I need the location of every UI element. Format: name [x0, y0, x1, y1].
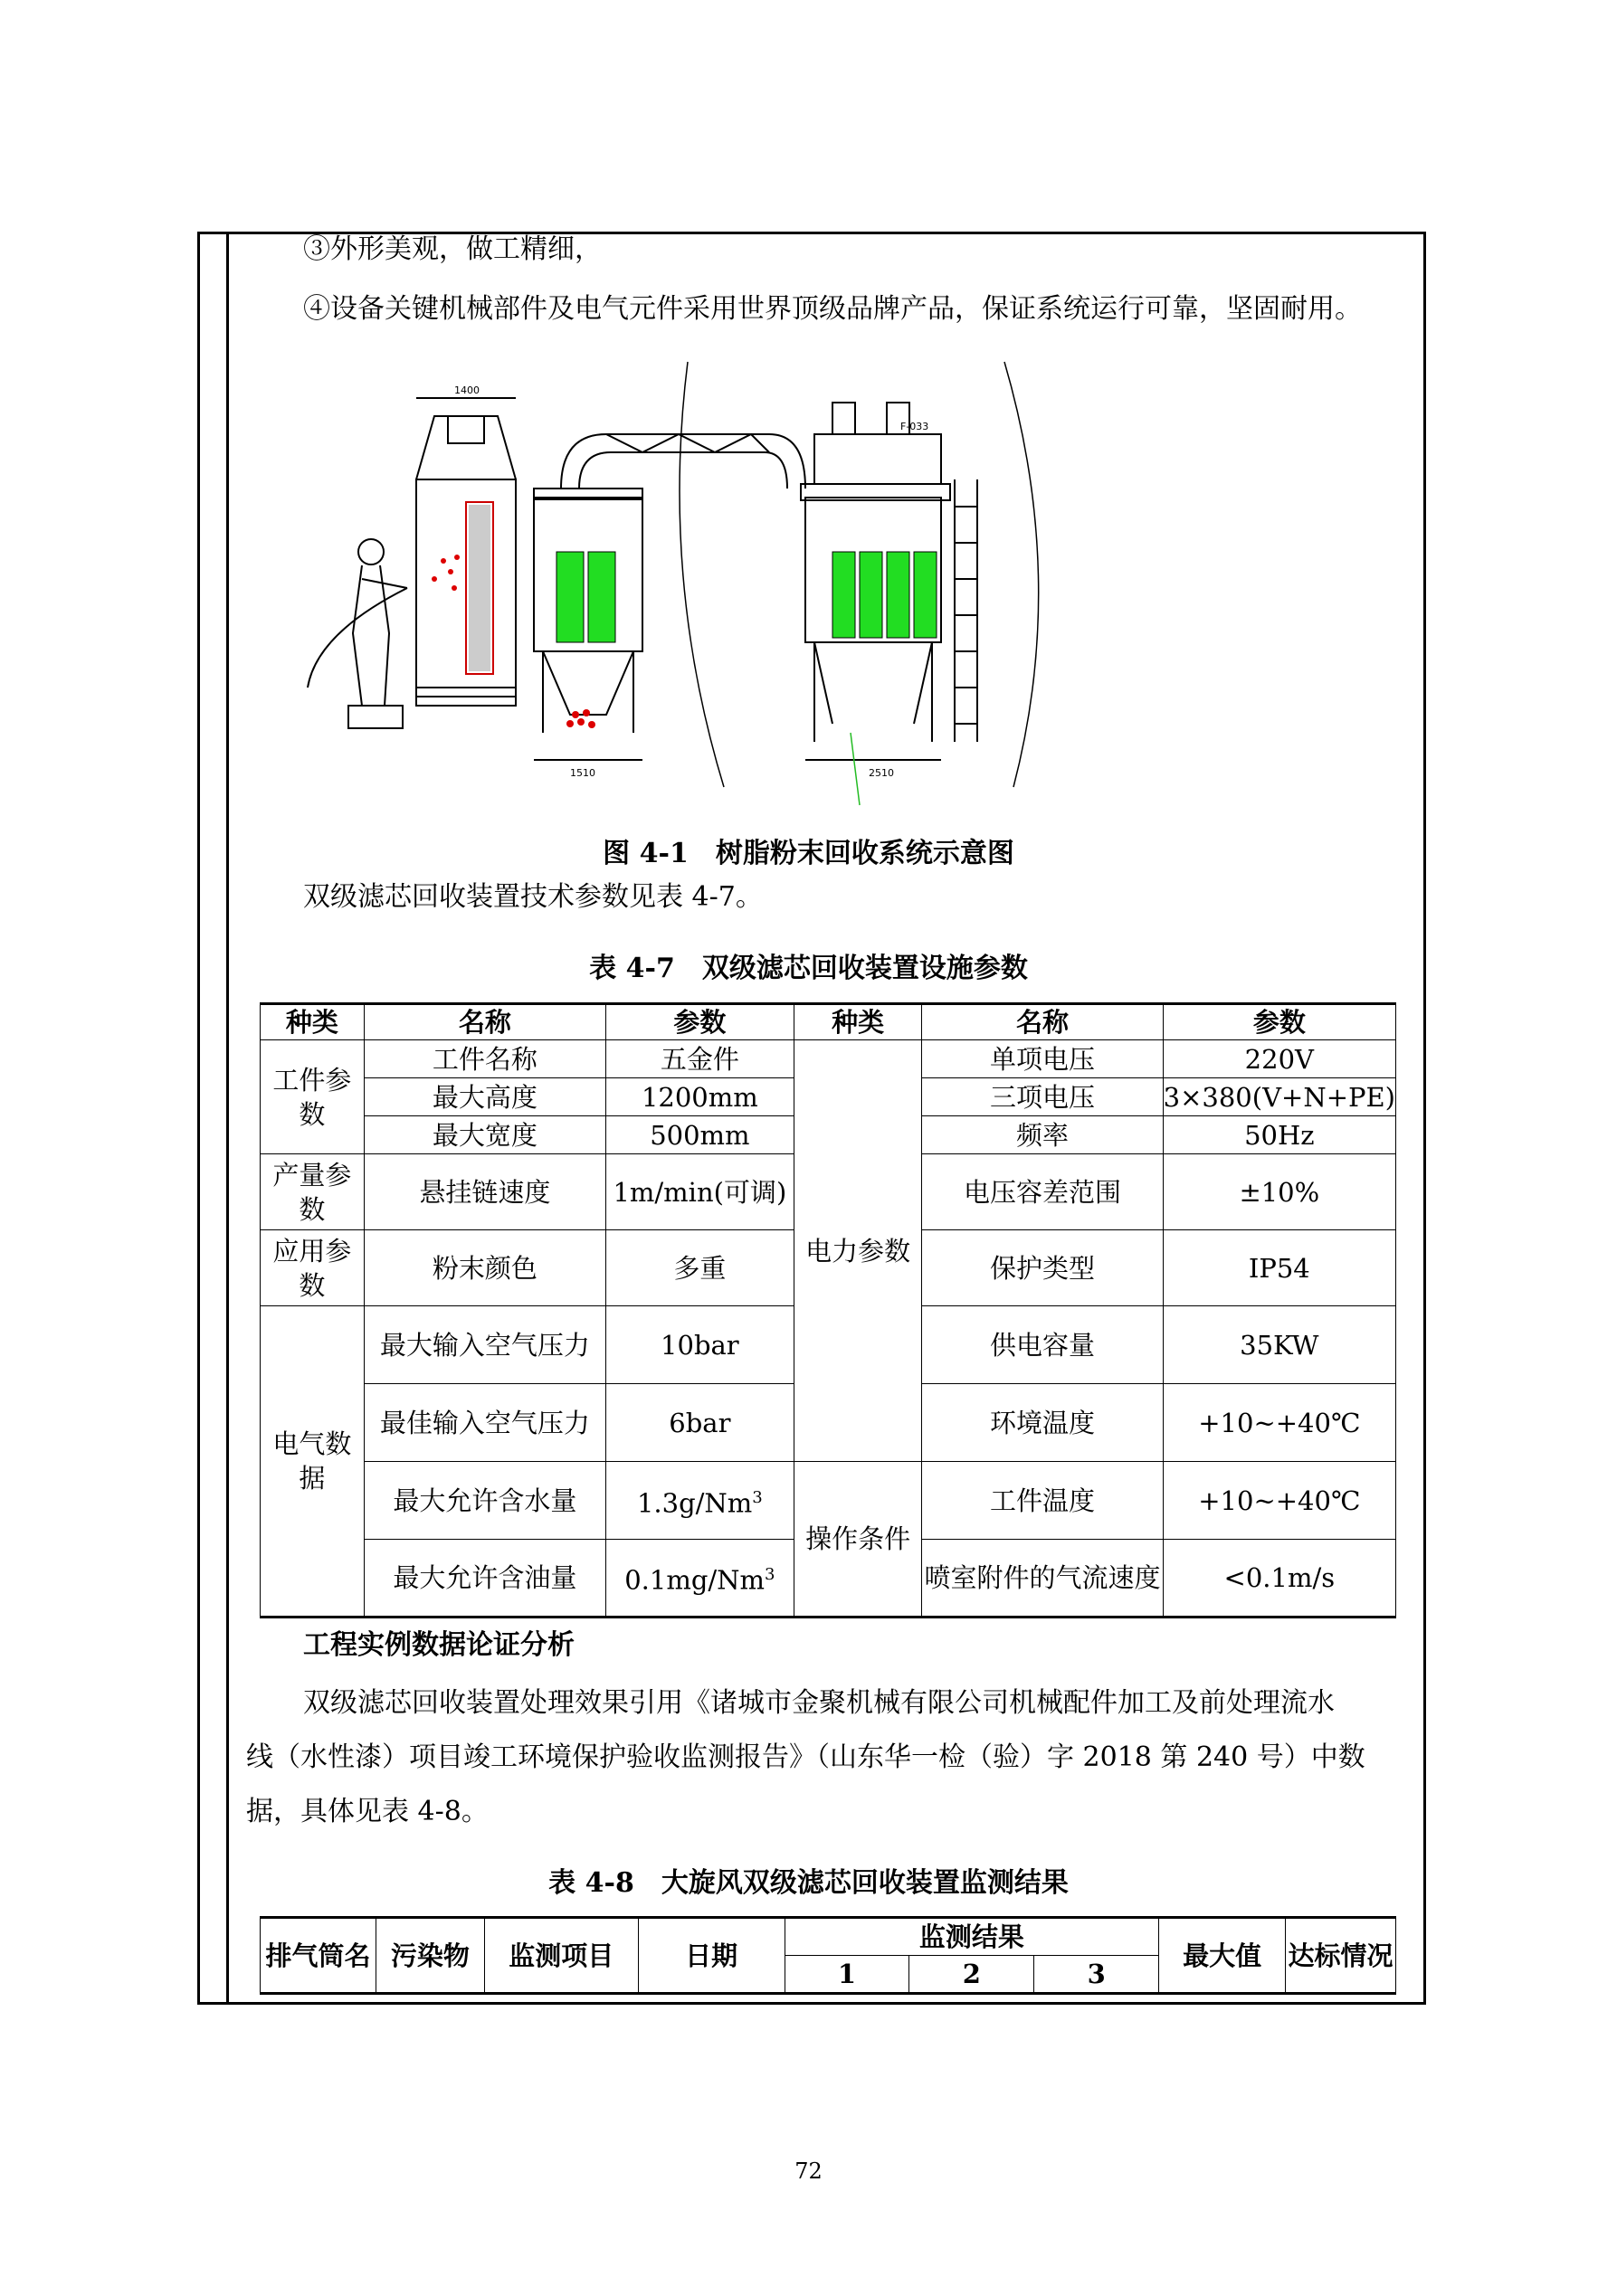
cell: 最大输入空气压力 [364, 1306, 605, 1384]
cell: 50Hz [1163, 1116, 1395, 1154]
table-4-8 [260, 1916, 1396, 1995]
cell-output-cat: 产量参数 [261, 1154, 365, 1230]
th-item: 监测项目 [484, 1918, 638, 1994]
table-ref-text: 双级滤芯回收装置技术参数见表 4-7。 [303, 881, 763, 913]
dim-left-bottom: 1510 [570, 767, 595, 779]
th-pollutant: 污染物 [376, 1918, 484, 1994]
cell: +10~+40℃ [1163, 1384, 1395, 1462]
cell [605, 1462, 794, 1540]
th-results: 监测结果 [785, 1918, 1159, 1956]
cell: 保护类型 [922, 1230, 1163, 1306]
cell-power-cat: 电力参数 [794, 1040, 922, 1462]
body-line-3: 据，具体见表 4-8。 [246, 1796, 489, 1827]
dim-left-top: 1400 [454, 384, 480, 396]
table-4-7 [260, 1002, 1396, 1618]
figure-caption: 图 4-1 树脂粉末回收系统示意图 [603, 838, 1014, 869]
cell: 五金件 [605, 1040, 794, 1078]
label-f033: F-033 [900, 421, 929, 432]
th-result-2: 2 [909, 1956, 1034, 1994]
intro-line-1: ③外形美观，做工精细， [303, 233, 602, 265]
cell: 频率 [922, 1116, 1163, 1154]
cell: 供电容量 [922, 1306, 1163, 1384]
powder-recovery-diagram [299, 344, 1339, 814]
cell: 1200mm [605, 1078, 794, 1116]
cell: 最大高度 [364, 1078, 605, 1116]
cell: IP54 [1163, 1230, 1395, 1306]
cell: 三项电压 [922, 1078, 1163, 1116]
th-result-3: 3 [1034, 1956, 1159, 1994]
cell: 35KW [1163, 1306, 1395, 1384]
th-status: 达标情况 [1286, 1918, 1396, 1994]
table47-caption: 表 4-7 双级滤芯回收装置设施参数 [589, 953, 1028, 984]
th-name-1: 名称 [364, 1004, 605, 1040]
th-name-2: 名称 [922, 1004, 1163, 1040]
page-number: 72 [794, 2158, 823, 2184]
cell: 最大允许含油量 [364, 1540, 605, 1618]
cell: 3×380(V+N+PE) [1163, 1078, 1395, 1116]
body-line-2: 线（水性漆）项目竣工环境保护验收监测报告》（山东华一检（验）字 2018 第 240 号）中数 [246, 1741, 1365, 1773]
th-param-2: 参数 [1163, 1004, 1395, 1040]
table-header-row [261, 1004, 1396, 1040]
th-param-1: 参数 [605, 1004, 794, 1040]
cell: 粉末颜色 [364, 1230, 605, 1306]
body-line-1: 双级滤芯回收装置处理效果引用《诸城市金聚机械有限公司机械配件加工及前处理流水 [303, 1687, 1335, 1719]
th-cat-2: 种类 [794, 1004, 922, 1040]
frame-inner-rule [226, 232, 229, 2005]
th-result-1: 1 [785, 1956, 909, 1994]
dim-right-bottom: 2510 [869, 767, 894, 779]
cell: +10~+40℃ [1163, 1462, 1395, 1540]
th-max: 最大值 [1159, 1918, 1286, 1994]
cell: 工件温度 [922, 1462, 1163, 1540]
cell: 最大宽度 [364, 1116, 605, 1154]
intro-line-2: ④设备关键机械部件及电气元件采用世界顶级品牌产品，保证系统运行可靠，坚固耐用。 [303, 293, 1362, 325]
cell: 多重 [605, 1230, 794, 1306]
section-heading: 工程实例数据论证分析 [303, 1629, 575, 1661]
superscript: 3 [752, 1487, 763, 1507]
cell: 工件名称 [364, 1040, 605, 1078]
cell: 500mm [605, 1116, 794, 1154]
cell: 喷室附件的气流速度 [922, 1540, 1163, 1618]
cell-text: 0.1mg/Nm [624, 1564, 766, 1596]
cell: <0.1m/s [1163, 1540, 1395, 1618]
cell-text: 1.3g/Nm [636, 1487, 753, 1519]
superscript: 3 [765, 1565, 775, 1585]
cell [605, 1540, 794, 1618]
th-stack: 排气筒名 [261, 1918, 376, 1994]
cell-app-cat: 应用参数 [261, 1230, 365, 1306]
cell-workpiece-cat: 工件参数 [261, 1040, 365, 1154]
th-date: 日期 [638, 1918, 785, 1994]
cell-op-cat: 操作条件 [794, 1462, 922, 1618]
cell: 单项电压 [922, 1040, 1163, 1078]
table48-caption: 表 4-8 大旋风双级滤芯回收装置监测结果 [548, 1867, 1069, 1899]
th-cat-1: 种类 [261, 1004, 365, 1040]
cell: 6bar [605, 1384, 794, 1462]
cell: 1m/min(可调) [605, 1154, 794, 1230]
cell: 电压容差范围 [922, 1154, 1163, 1230]
cell: 10bar [605, 1306, 794, 1384]
cell: 220V [1163, 1040, 1395, 1078]
cell-elec-cat: 电气数据 [261, 1306, 365, 1618]
cell: 最大允许含水量 [364, 1462, 605, 1540]
cell: 悬挂链速度 [364, 1154, 605, 1230]
cell: 最佳输入空气压力 [364, 1384, 605, 1462]
cell: ±10% [1163, 1154, 1395, 1230]
cell: 环境温度 [922, 1384, 1163, 1462]
